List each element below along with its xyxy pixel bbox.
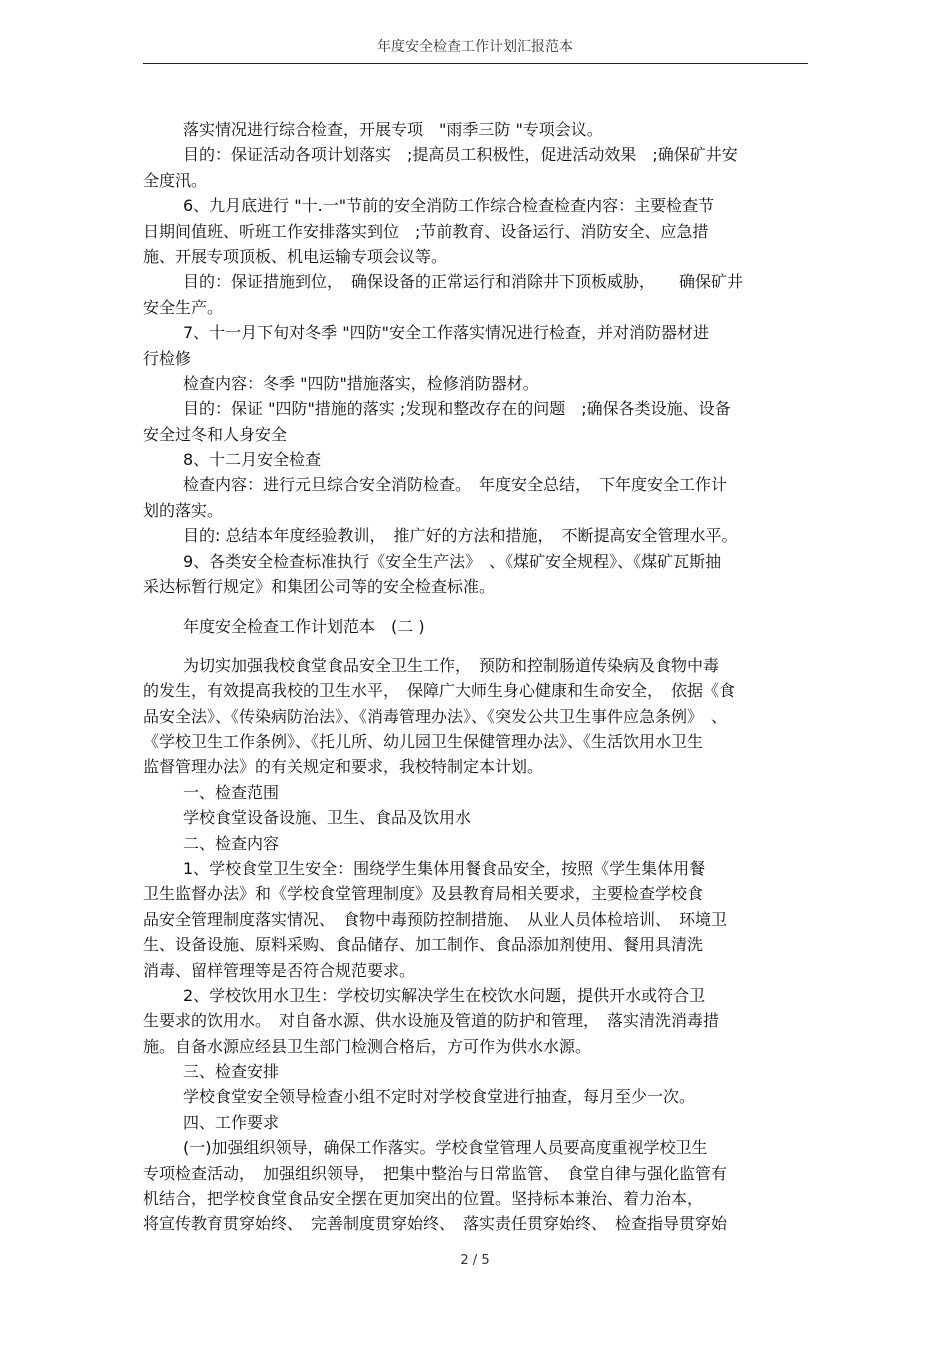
header-divider	[143, 63, 808, 64]
text-line: 8、十二月安全检查	[183, 450, 322, 470]
text-line: 生要求的饮用水。 对自备水源、供水设施及管道的防护和管理， 落实清洗消毒措	[143, 1011, 720, 1031]
text-line: 目的: 总结本年度经验教训， 推广好的方法和措施， 不断提高安全管理水平。	[183, 526, 738, 546]
text-line: 专项检查活动， 加强组织领导， 把集中整治与日常监管、 食堂自律与强化监管有	[143, 1163, 728, 1183]
text-line: 7、十一月下旬对冬季 "四防"安全工作落实情况进行检查，并对消防器材进	[183, 323, 709, 343]
text-line: 检查内容：进行元旦综合安全消防检查。 年度安全总结， 下年度安全工作计	[183, 475, 728, 495]
page-number: 2 / 5	[460, 1253, 490, 1268]
text-line: 机结合，把学校食堂食品安全摆在更加突出的位置。坚持标本兼治、着力治本，	[143, 1189, 704, 1209]
text-line: 消毒、留样管理等是否符合规范要求。	[143, 960, 416, 980]
text-line: 监督管理办法》的有关规定和要求，我校特制定本计划。	[143, 757, 544, 777]
text-line: 目的：保证 "四防"措施的落实 ;发现和整改存在的问题 ;确保各类设施、设备	[183, 399, 731, 419]
text-line: 全度汛。	[143, 170, 208, 190]
text-line: 学校食堂设备设施、卫生、食品及饮用水	[183, 808, 472, 828]
section-gap	[143, 599, 808, 614]
text-line: 安全生产。	[143, 297, 224, 317]
text-line: 1、学校食堂卫生安全：围绕学生集体用餐食品安全，按照《学生集体用餐	[183, 858, 706, 878]
text-line: 学校食堂安全领导检查小组不定时对学校食堂进行抽查，每月至少一次。	[183, 1087, 696, 1107]
text-line: 二、检查内容	[183, 833, 280, 853]
section-title: 年度安全检查工作计划范本 (二 )	[183, 617, 425, 637]
text-line: 9、各类安全检查标准执行《安全生产法》 、《煤矿安全规程》、《煤矿瓦斯抽	[183, 551, 722, 571]
document-body	[143, 117, 808, 1237]
text-line: 落实情况进行综合检查，开展专项 "雨季三防 "专项会议。	[183, 120, 603, 139]
text-line: 的发生，有效提高我校的卫生水平， 保障广大师生身心健康和生命安全， 依据《食	[143, 681, 736, 701]
text-line: 行检修	[143, 348, 192, 368]
body-part-1	[143, 117, 808, 599]
text-line: 目的：保证措施到位， 确保设备的正常运行和消除井下顶板威胁， 确保矿井	[183, 272, 744, 292]
text-line: 划的落实。	[143, 500, 224, 520]
text-line: 安全过冬和人身安全	[143, 424, 288, 444]
body-part-2	[143, 653, 808, 1237]
text-line: 施、开展专项顶板、机电运输专项会议等。	[143, 246, 448, 266]
text-line: 品安全管理制度落实情况、 食物中毒预防控制措施、 从业人员体检培训、 环境卫	[143, 909, 728, 929]
text-line: 四、工作要求	[183, 1112, 280, 1132]
text-line: 采达标暂行规定》和集团公司等的安全检查标准。	[143, 577, 496, 597]
text-line: 为切实加强我校食堂食品安全卫生工作， 预防和控制肠道传染病及食物中毒	[183, 655, 720, 675]
section-gap	[143, 640, 808, 653]
text-line: 2、学校饮用水卫生：学校切实解决学生在校饮水问题，提供开水或符合卫	[183, 985, 706, 1005]
text-line: 6、九月底进行 "十.一"节前的安全消防工作综合检查检查内容：主要检查节	[183, 196, 715, 216]
text-line: 日期间值班、听班工作安排落实到位 ;节前教育、设备运行、消防安全、应急措	[143, 221, 709, 241]
text-line: (一)加强组织领导，确保工作落实。学校食堂管理人员要高度重视学校卫生	[183, 1138, 708, 1158]
text-line: 目的：保证活动各项计划落实 ;提高员工积极性，促进活动效果 ;确保矿井安	[183, 145, 738, 165]
text-line: 卫生监督办法》和《学校食堂管理制度》及县教育局相关要求，主要检查学校食	[143, 884, 704, 904]
text-line: 品安全法》、《传染病防治法》、《消毒管理办法》、《突发公共卫生事件应急条例》 、	[143, 706, 728, 726]
page-header: 年度安全检查工作计划汇报范本	[377, 39, 573, 55]
text-line: 生、设备设施、原料采购、食品储存、加工制作、食品添加剂使用、餐用具清洗	[143, 935, 704, 955]
text-line: 检查内容：冬季 "四防"措施落实，检修消防器材。	[183, 373, 539, 393]
text-line: 一、检查范围	[183, 782, 280, 802]
text-line: 三、检查安排	[183, 1062, 280, 1082]
text-line: 将宣传教育贯穿始终、 完善制度贯穿始终、 落实责任贯穿始终、 检查指导贯穿始	[143, 1214, 728, 1234]
text-line: 施。自备水源应经县卫生部门检测合格后，方可作为供水水源。	[143, 1036, 592, 1056]
text-line: 《学校卫生工作条例》、《托儿所、幼儿园卫生保健管理办法》、《生活饮用水卫生	[143, 731, 704, 751]
